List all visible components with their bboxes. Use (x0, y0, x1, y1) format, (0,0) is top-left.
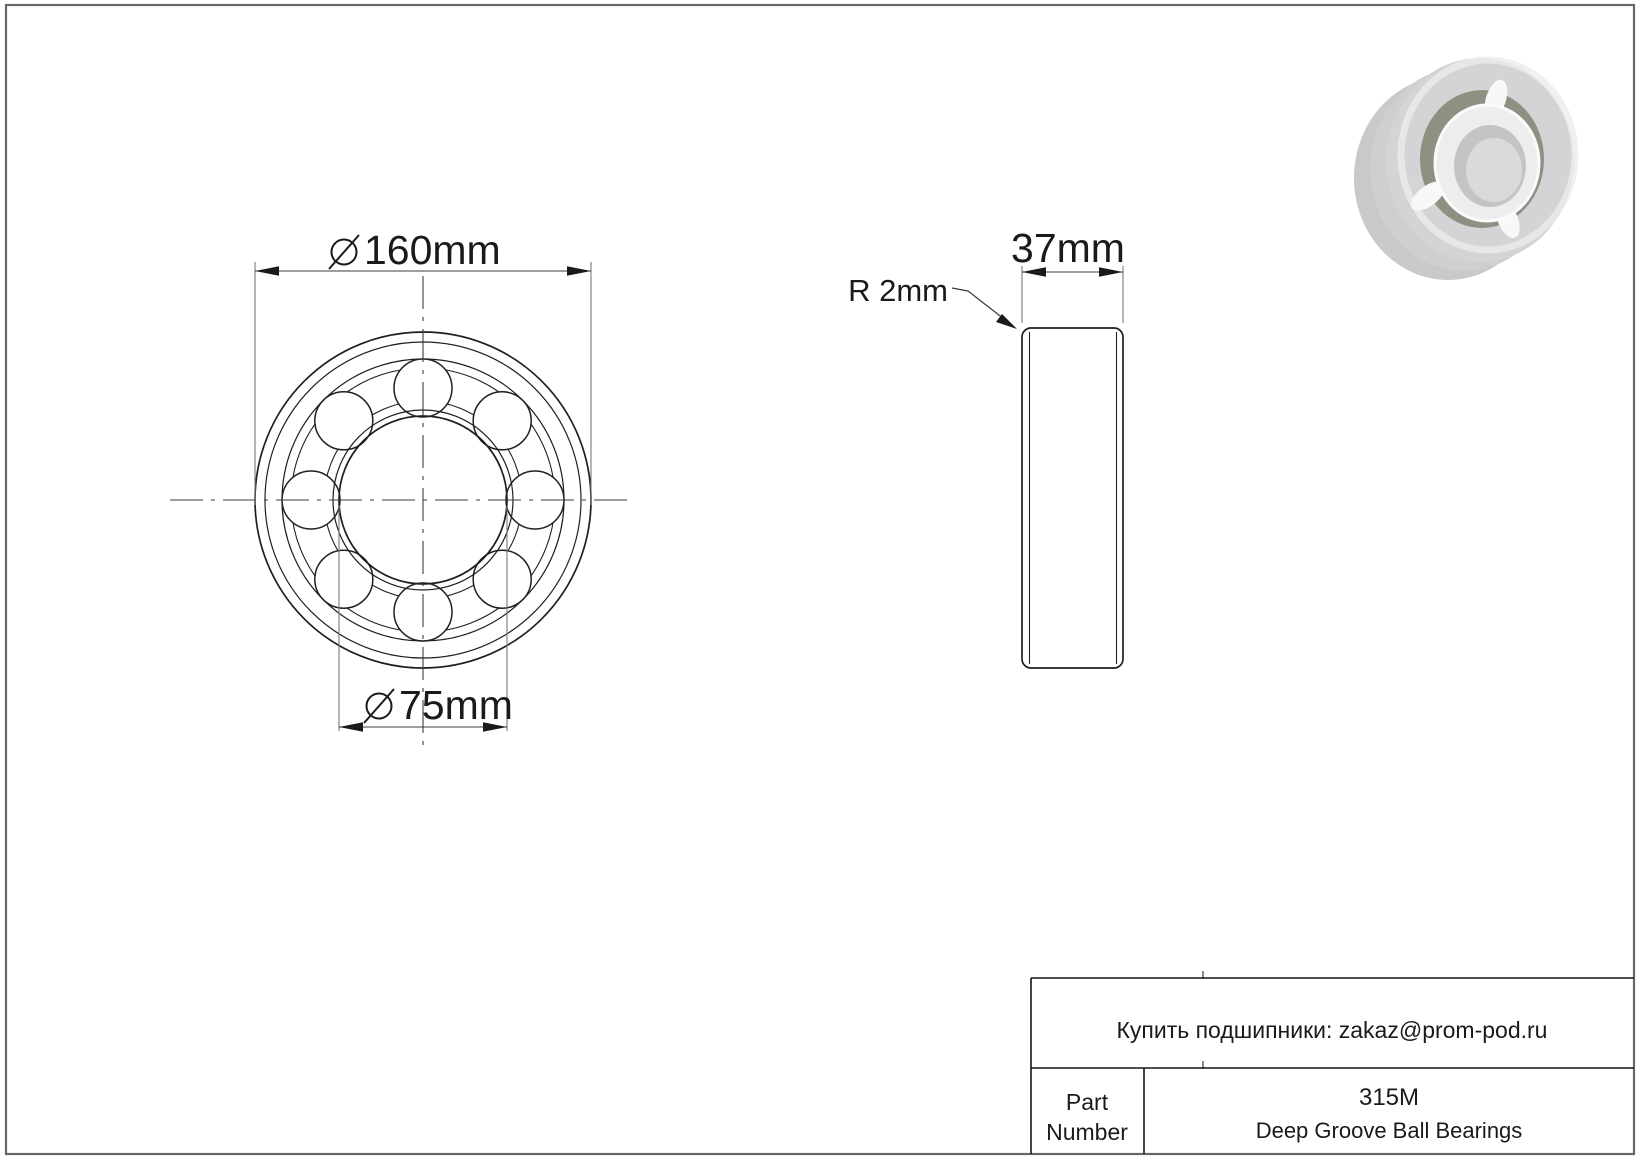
dim-radius-label: R 2mm (848, 273, 948, 308)
part-number-value: 315M (1358, 1084, 1420, 1111)
dim-width (1011, 225, 1125, 323)
dim-corner-radius (848, 273, 1017, 329)
dim-bore-label: 75mm (399, 682, 513, 728)
side-view-outline (1022, 328, 1123, 668)
dim-width-label: 37mm (1011, 225, 1125, 271)
arrow-left-icon (255, 266, 279, 276)
diameter-symbol-icon (364, 689, 394, 723)
arrow-right-icon (567, 266, 591, 276)
side-view (1022, 328, 1123, 668)
dim-outer-label: 160mm (364, 227, 501, 273)
bearing-3d-bore (1466, 138, 1522, 202)
centerlines (170, 276, 632, 750)
bearing-3d-render (1354, 58, 1575, 280)
title-block (1031, 971, 1634, 1154)
leader-arrow-icon (996, 314, 1017, 329)
part-label-line2: Number (1046, 1119, 1128, 1145)
part-label-line1: Part (1065, 1089, 1109, 1115)
diameter-symbol-icon (329, 235, 359, 269)
part-type-text: Deep Groove Ball Bearings (1255, 1118, 1523, 1143)
arrow-left-icon (339, 722, 363, 732)
contact-text: Купить подшипники: zakaz@prom-pod.ru (1116, 1017, 1548, 1043)
